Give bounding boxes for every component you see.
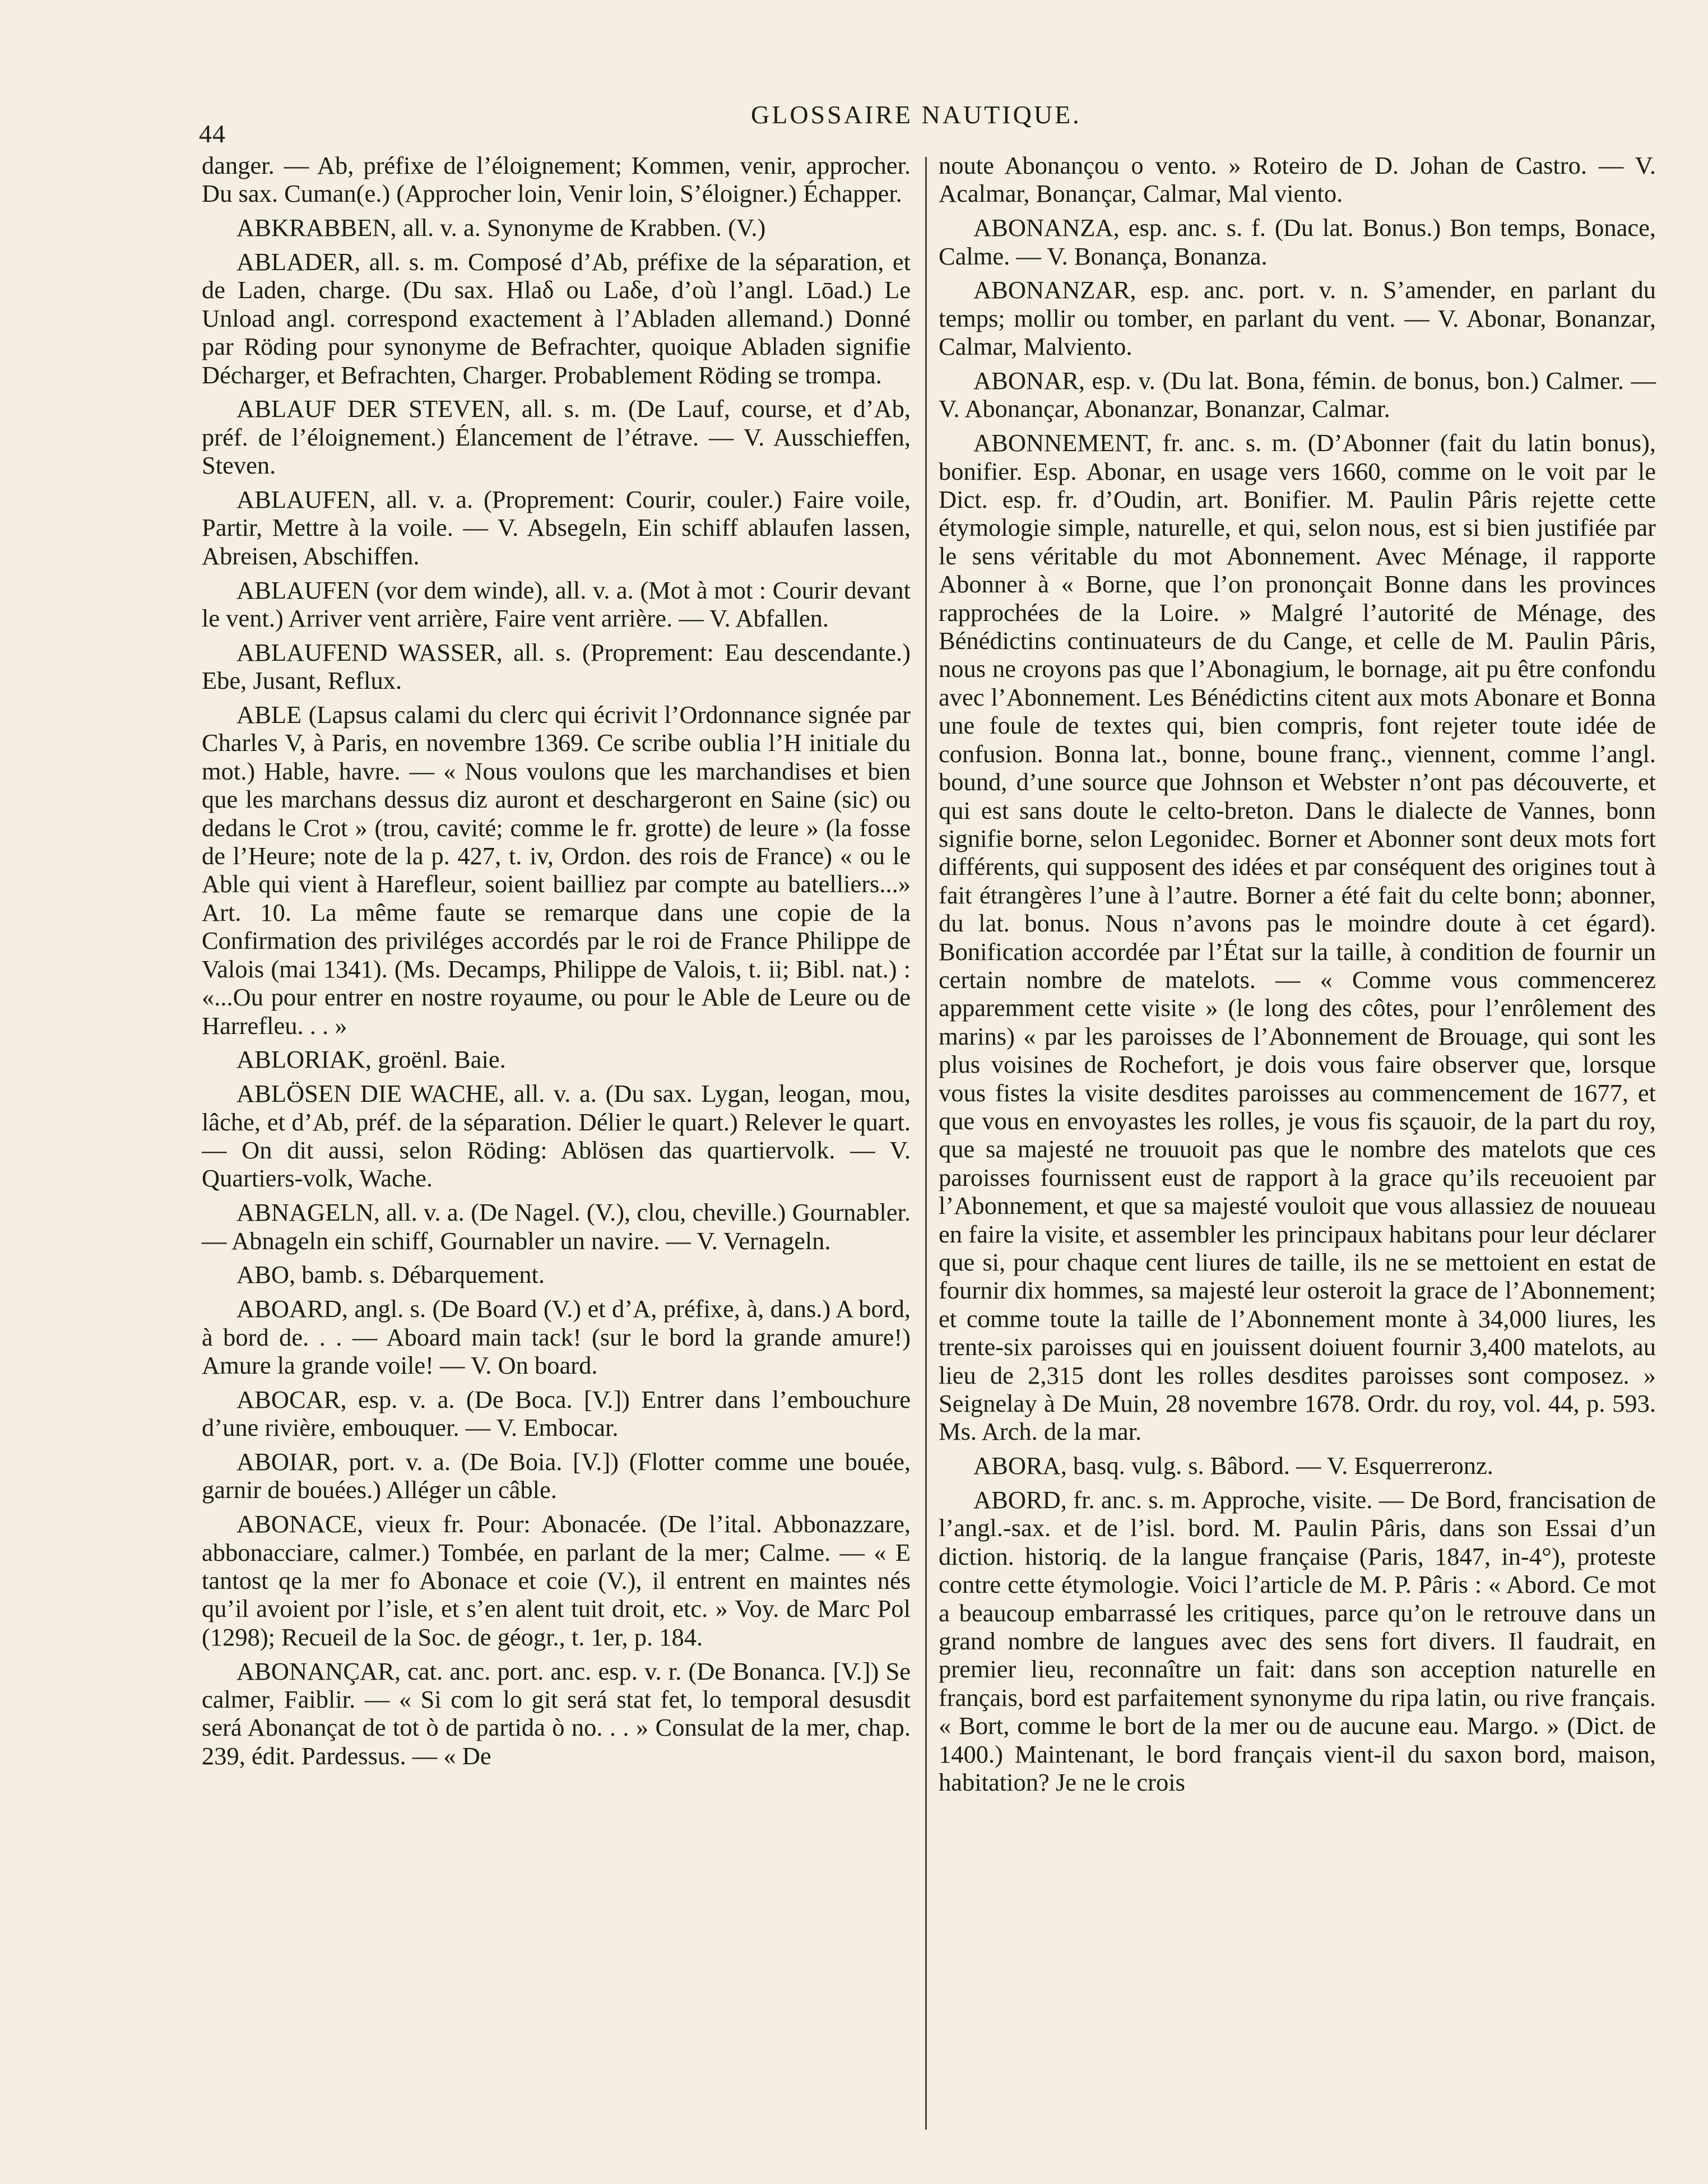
entry-abord: ABORD, fr. anc. s. m. Approche, visite. — De Bord, francisation de l’angl.-sax. et de l’isl. bord. M. Paulin Pâris, dans son Essai d’un diction. historiq. de la langue française (Paris, 1847, in-4°), proteste contre cette étymologie. Voici l’article de M. P. Pâris : « Abord. Ce mot a beaucoup embarrassé les critiques, parce qu’on le retrouve dans un grand nombre de langues avec des sens fort divers. Il faudrait, en premier lieu, reconnaître un fait: dans son acception naturelle en français, bord est parfaitement synonyme du ripa latin, ou rive français. « Bort, comme le bort de la mer ou de aucune eau. Margo. » (Dict. de 1400.) Maintenant, le bord français vient-il du saxon bord, maison, habitation? Je ne le crois <box>939 1486 1656 1797</box>
entry-abkrabben: ABKRABBEN, all. v. a. Synonyme de Krabben. (V.) <box>236 214 766 242</box>
left-column <box>202 151 911 1776</box>
page-number: 44 <box>199 119 226 148</box>
entry-ablaufen: ABLAUFEN, all. v. a. (Proprement: Courir, couler.) Faire voile, Partir, Mettre à la voile. — V. Absegeln, Ein schiff ablaufen lassen, Abreisen, Abschiffen. <box>202 485 911 570</box>
right-column <box>939 151 1656 1802</box>
entry-abonanzar: ABONANZAR, esp. anc. port. v. n. S’amender, en parlant du temps; mollir ou tomber, en parlant du vent. — V. Abonar, Bonanzar, Calmar, Malviento. <box>939 276 1656 361</box>
entry-continuation: noute Abonançou o vento. » Roteiro de D. Johan de Castro. — V. Acalmar, Bonançar, Calmar, Mal viento. <box>939 151 1656 208</box>
entry-able: ABLE (Lapsus calami du clerc qui écrivit l’Ordonnance signée par Charles V, à Paris, en novembre 1369. Ce scribe oublia l’H initiale du mot.) Hable, havre. — « Nous voulons que les marchandises et bien que les marchans dessus diz auront et deschargeront en Saine (sic) ou dedans le Crot » (trou, cavité; comme le fr. grotte) de leure » (la fosse de l’Heure; note de la p. 427, t. iv, Ordon. des rois de France) « ou le Able qui vient à Harefleur, soient bailliez par compte au batelliers...» Art. 10. La même faute se remarque dans une copie de la Confirmation des priviléges accordés par le roi de France Philippe de Valois (mai 1341). (Ms. Decamps, Philippe de Valois, t. ii; Bibl. nat.) : «...Ou pour entrer en nostre royaume, ou pour le Able de Leure ou de Harrefleu. . . » <box>202 701 911 1040</box>
entry-abonace: ABONACE, vieux fr. Pour: Abonacée. (De l’ital. Abbonazzare, abbonacciare, calmer.) Tombée, en parlant de la mer; Calme. — « E tantost qe la mer fo Abonace et coie (V.), il entrent en maintes nés qu’il avoient por l’isle, et s’en alent tuit droit, etc. » Voy. de Marc Pol (1298); Recueil de la Soc. de géogr., t. 1er, p. 184. <box>202 1510 911 1651</box>
entry-abnageln: ABNAGELN, all. v. a. (De Nagel. (V.), clou, cheville.) Gournabler. — Abnageln ein schiff, Gournabler un navire. — V. Vernageln. <box>202 1198 911 1255</box>
entry-aboard: ABOARD, angl. s. (De Board (V.) et d’A, préfixe, à, dans.) A bord, à bord de. . . — Aboard main tack! (sur le bord la grande amure!) Amure la grande voile! — V. On board. <box>202 1295 911 1379</box>
running-title: GLOSSAIRE NAUTIQUE. <box>751 100 1082 129</box>
entry-continuation: danger. — Ab, préfixe de l’éloignement; Kommen, venir, approcher. Du sax. Cuman(e.) (Approcher loin, Venir loin, S’éloigner.) Échapper. <box>202 151 911 208</box>
entry-abocar: ABOCAR, esp. v. a. (De Boca. [V.]) Entrer dans l’embouchure d’une rivière, embouquer. — V. Embocar. <box>202 1385 911 1442</box>
entry-ablauf-der-steven: ABLAUF DER STEVEN, all. s. m. (De Lauf, course, et d’Ab, préf. de l’éloignement.) Élancement de l’étrave. — V. Ausschieffen, Steven. <box>202 395 911 480</box>
entry-abo: ABO, bamb. s. Débarquement. <box>236 1260 545 1289</box>
column-divider <box>925 157 927 2130</box>
entry-ablaufen-vor-dem-winde: ABLAUFEN (vor dem winde), all. v. a. (Mot à mot : Courir devant le vent.) Arriver vent arrière, Faire vent arrière. — V. Abfallen. <box>202 576 911 633</box>
entry-abonar: ABONAR, esp. v. (Du lat. Bona, fémin. de bonus, bon.) Calmer. — V. Abonançar, Abonanzar, Bonanzar, Calmar. <box>939 367 1656 423</box>
entry-abloriak: ABLORIAK, groënl. Baie. <box>236 1045 506 1074</box>
entry-abora: ABORA, basq. vulg. s. Bâbord. — V. Esquerreronz. <box>973 1452 1493 1480</box>
entry-abonnement: ABONNEMENT, fr. anc. s. m. (D’Abonner (fait du latin bonus), bonifier. Esp. Abonar, en usage vers 1660, comme on le voit par le Dict. esp. fr. d’Oudin, art. Bonifier. M. Paulin Pâris rejette cette étymologie simple, naturelle, et qui, selon nous, est si bien justifiée par le sens véritable du mot Abonnement. Avec Ménage, il rapporte Abonner à « Borne, que l’on prononçait Bonne dans les provinces rapprochées de la Loire. » Malgré l’autorité de Ménage, des Bénédictins continuateurs de du Cange, et celle de M. Paulin Pâris, nous ne croyons pas que l’Abonagium, le bornage, ait pu être confondu avec l’Abonnement. Les Bénédictins citent aux mots Abonare et Bonna une foule de textes qui, bien compris, font rejeter toute idée de confusion. Bonna lat., bonne, boune franç., viennent, comme l’angl. bound, d’une source que Johnson et Webster n’ont pas découverte, et qui est sans doute le celto-breton. Dans le dialecte de Vannes, bonn signifie borne, selon Legonidec. Borner et Abonner sont deux mots fort différents, qui supposent des idées et par conséquent des origines tout à fait étrangères l’une à l’autre. Borner a été fait du celte bonn; abonner, du lat. bonus. Nous n’avons pas le moindre doute à cet égard). Bonification accordée par l’État sur la taille, à condition de fournir un certain nombre de matelots. — « Comme vous commencerez apparemment cette visite » (le long des côtes, pour l’enrôlement des marins) « par les paroisses de l’Abonnement de Brouage, qui sont les plus voisines de Rochefort, je dois vous faire observer que, lorsque vous fistes la visite desdites paroisses au commencement de 1677, et que vous en envoyastes les rolles, je vous fis sçauoir, de la part du roy, que sa majesté ne trouuoit pas que le nombre des matelots que ces paroisses fournissent eust de rapport à la grace qu’ils receuoient par l’Abonnement, et que sa majesté vouloit que vous allassiez de nouueau en faire la visite, et assembler les principaux habitans pour leur déclarer que si, pour chaque cent liures de taille, ils ne se mettoient en estat de fournir dix hommes, sa majesté leur osteroit la grace de l’Abonnement; et comme toute la taille de l’Abonnement monte à 34,000 liures, les trente-six paroisses qui en jouissent doiuent fournir 3,400 matelots, au lieu de 2,315 dont les rolles desdites paroisses sont composez. » Seignelay à De Muin, 28 novembre 1678. Ordr. du roy, vol. 44, p. 593. Ms. Arch. de la mar. <box>939 429 1656 1446</box>
entry-abonancar: ABONANÇAR, cat. anc. port. anc. esp. v. r. (De Bonanca. [V.]) Se calmer, Faiblir. — « Si com lo git será stat fet, lo temporal desusdit será Abonançat de tot ò de partida ò no. . . » Consulat de la mer, chap. 239, édit. Pardessus. — « De <box>202 1657 911 1770</box>
entry-abloesen-die-wache: ABLÖSEN DIE WACHE, all. v. a. (Du sax. Lygan, leogan, mou, lâche, et d’Ab, préf. de la séparation. Délier le quart.) Relever le quart. — On dit aussi, selon Röding: Ablösen das quartiervolk. — V. Quartiers-volk, Wache. <box>202 1079 911 1193</box>
entry-ablader: ABLADER, all. s. m. Composé d’Ab, préfixe de la séparation, et de Laden, charge. (Du sax. Hlaδ ou Laδe, d’où l’angl. Lōad.) Le Unload angl. correspond exactement à l’Abladen allemand.) Donné par Röding pour synonyme de Befrachter, quoique Abladen signifie Décharger, et Befrachten, Charger. Probablement Röding se trompa. <box>202 248 911 389</box>
entry-abonanza: ABONANZA, esp. anc. s. f. (Du lat. Bonus.) Bon temps, Bonace, Calme. — V. Bonança, Bonanza. <box>939 214 1656 270</box>
entry-ablaufend-wasser: ABLAUFEND WASSER, all. s. (Proprement: Eau descendante.) Ebe, Jusant, Reflux. <box>202 638 911 695</box>
entry-aboiar: ABOIAR, port. v. a. (De Boia. [V.]) (Flotter comme une bouée, garnir de bouées.) Alléger un câble. <box>202 1447 911 1504</box>
